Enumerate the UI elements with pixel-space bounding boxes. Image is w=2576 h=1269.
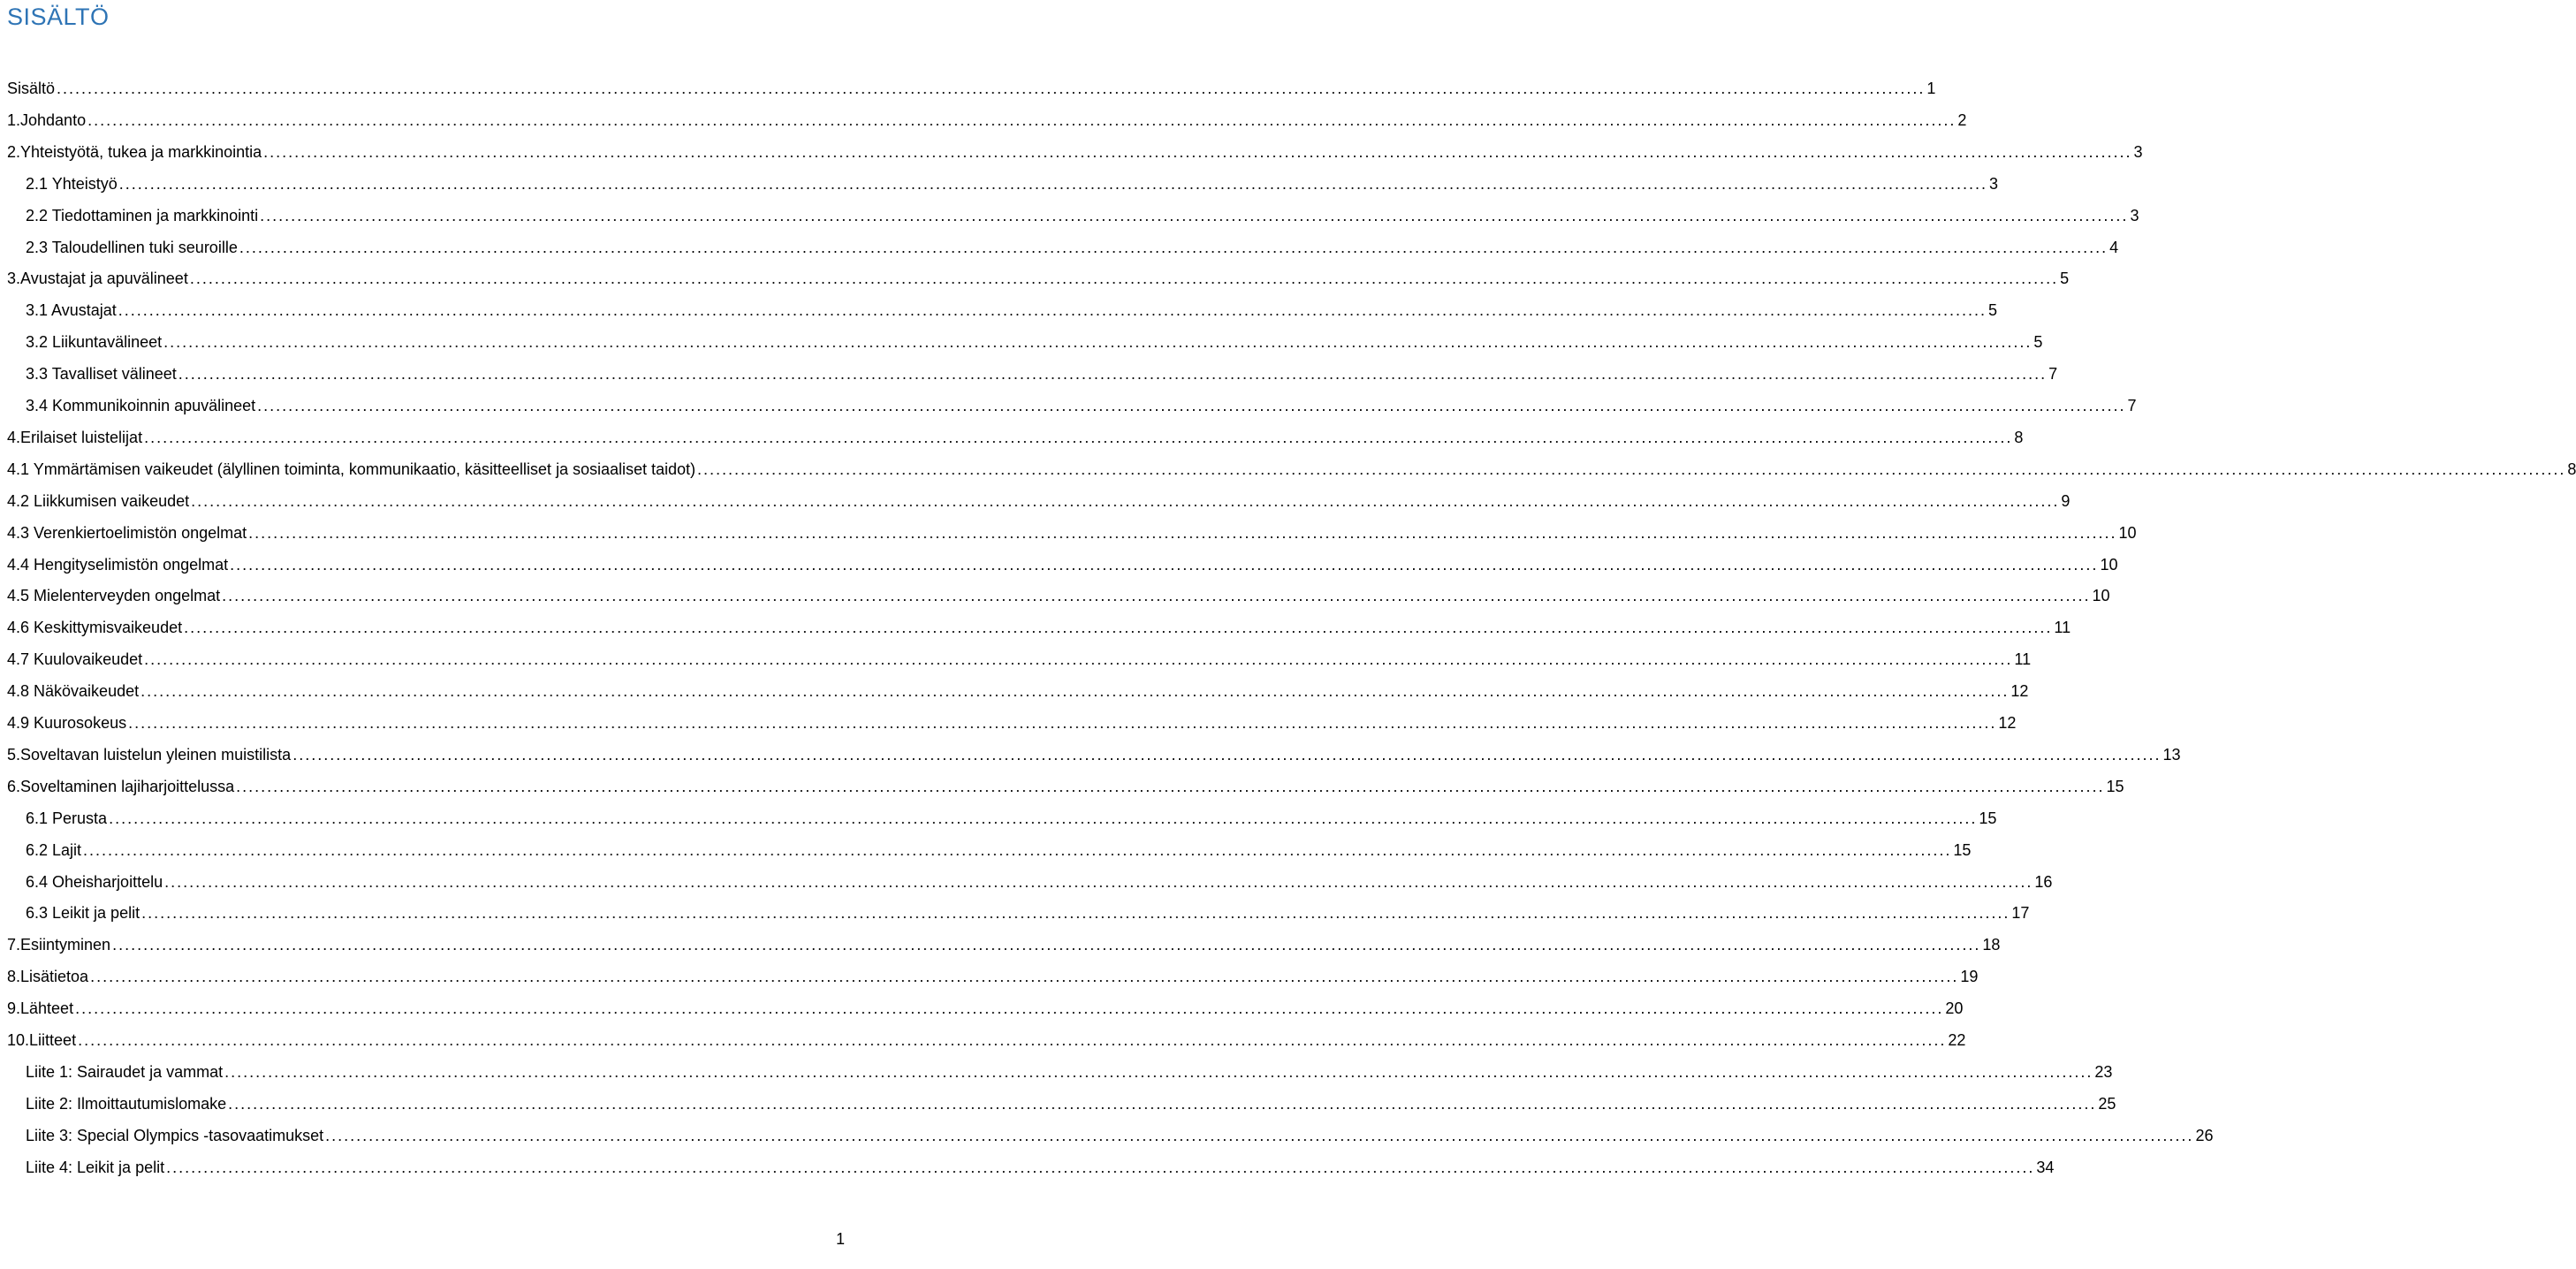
toc-entry-page: 3 [2130,206,2139,224]
toc-entry[interactable] [26,326,2043,358]
toc-entry[interactable] [26,802,1997,834]
toc-entry[interactable] [26,390,2137,422]
toc-entry[interactable] [7,1024,1966,1056]
toc-leader-dots [258,200,2128,232]
toc-entry[interactable] [7,485,2071,517]
toc-leader-dots [255,390,2125,422]
toc-leader-dots [220,580,2090,612]
toc-entry[interactable] [7,739,2181,771]
toc-entry-title: 4.9 Kuurosokeus [7,714,127,732]
toc-entry-page: 26 [2195,1126,2214,1144]
footer-page-number: 1 [835,1230,845,1248]
toc-leader-dots [291,739,2161,771]
toc-entry-page: 25 [2098,1094,2116,1113]
toc-entry-title: 2.3 Taloudellinen tuki seuroille [26,238,238,256]
toc-entry-title: Lisätietoa [20,968,89,986]
toc-leader-dots [164,1151,2034,1183]
toc-leader-dots [142,643,2012,675]
toc-leader-dots [126,707,1996,739]
toc-entry-title: Liite 3: Special Olympics -tasovaatimukset [26,1126,324,1144]
toc-entry-number: 1. [7,110,21,129]
toc-entry-number: 8. [7,968,21,986]
toc-entry-title: 3.1 Avustajat [26,301,117,320]
toc-leader-dots [117,294,1987,326]
toc-entry-title: 3.2 Liikuntavälineet [26,333,163,352]
toc-entry-page: 5 [2033,333,2043,352]
toc-entry[interactable] [7,612,2071,643]
toc-leader-dots [238,232,2108,263]
toc-entry-page: 22 [1948,1031,1966,1049]
toc-entry-number: 10. [7,1031,30,1049]
toc-entry-page: 2 [1957,110,1967,129]
toc-leader-dots [110,929,1980,961]
toc-entry-number: 9. [7,999,21,1018]
toc-leader-dots [226,1088,2096,1120]
toc-entry-title: Liite 1: Sairaudet ja vammat [26,1062,224,1081]
toc-entry[interactable] [7,929,2001,961]
toc-entry-number: 2. [7,142,21,161]
toc-entry-page: 16 [2034,872,2053,891]
toc-entry[interactable] [7,104,1967,136]
toc-entry-page: 11 [2014,650,2032,669]
toc-entry-title: 6.3 Leikit ja pelit [26,904,141,923]
toc-leader-dots [55,72,1925,104]
toc-entry-title: 4.5 Mielenterveyden ongelmat [7,587,221,605]
toc-entry-page: 15 [1953,840,1972,859]
toc-leader-dots [163,866,2033,898]
toc-entry-page: 5 [1988,301,1998,320]
toc-entry-page: 12 [2010,682,2029,701]
toc-entry-title: Soveltaminen lajiharjoittelussa [20,777,235,795]
toc-entry-number: 7. [7,936,21,954]
toc-entry-title: 4.1 Ymmärtämisen vaikeudet (älyllinen toiminta, kommunikaatio, käsitteelliset ja sosiaaliset taidot) [7,460,696,478]
toc-entry-title: 6.1 Perusta [26,809,108,827]
toc-entry-page: 5 [2060,270,2070,288]
toc-entry-title: Avustajat ja apuvälineet [20,270,188,288]
toc-entry-title: Lähteet [20,999,74,1018]
toc-entry-contents[interactable] [7,72,1936,104]
toc-leader-dots [81,834,1951,866]
toc-entry-page: 7 [2048,365,2058,384]
toc-leader-dots [223,1056,2093,1088]
toc-entry-number: 6. [7,777,21,795]
toc-entry[interactable] [7,136,2143,168]
toc-entry-title: 2.2 Tiedottaminen ja markkinointi [26,206,259,224]
toc-entry-page: 7 [2127,397,2137,414]
toc-entry[interactable] [26,1120,2214,1151]
toc-leader-dots [118,168,1987,200]
toc-leader-dots [247,517,2116,549]
toc-entry-title: Sisältö [7,80,56,97]
toc-entry-title: 4.6 Keskittymisvaikeudet [7,619,183,637]
toc-entry[interactable] [26,294,1998,326]
toc-entry-page: 15 [2106,777,2124,795]
toc-entry-page: 34 [2036,1158,2055,1176]
page-title: SISÄLTÖ [7,4,110,30]
toc-leader-dots [139,675,2009,707]
toc-entry-page: 8 [2014,428,2024,446]
toc-entry[interactable] [7,517,2137,549]
toc-entry-title: 6.2 Lajit [26,840,82,859]
toc-entry-title: 3.4 Kommunikoinnin apuvälineet [26,397,256,414]
toc-leader-dots [162,326,2032,358]
toc-entry[interactable] [7,262,2070,294]
toc-entry[interactable] [26,897,2030,929]
toc-leader-dots [86,104,1956,136]
toc-entry-page: 12 [1998,714,2017,732]
toc-entry-page: 10 [2100,555,2118,574]
toc-entry-page: 17 [2011,904,2030,923]
toc-entry[interactable] [7,453,2576,485]
toc-entry-page: 23 [2094,1062,2113,1081]
toc-entry-title: Soveltavan luistelun yleinen muistilista [20,745,292,764]
toc-leader-dots [323,1120,2193,1151]
toc-entry-title: 2.1 Yhteistyö [26,174,118,193]
toc-entry-number: 3. [7,270,21,288]
toc-entry[interactable] [7,580,2110,612]
toc-leader-dots [142,422,2012,453]
toc-entry[interactable] [26,232,2119,263]
toc-entry-page: 9 [2061,491,2071,510]
toc-leader-dots [182,612,2052,643]
toc-entry-title: Yhteistyötä, tukea ja markkinointia [20,142,262,161]
toc-entry-page: 11 [2054,619,2071,637]
toc-entry[interactable] [26,1088,2116,1120]
toc-entry-page: 10 [2118,523,2137,542]
toc-entry-title: 4.7 Kuulovaikeudet [7,650,143,669]
toc-entry-title: Liite 2: Ilmoittautumislomake [26,1094,227,1113]
toc-entry-title: 4.4 Hengityselimistön ongelmat [7,555,229,574]
toc-leader-dots [189,485,2059,517]
toc-entry-title: 4.8 Näkövaikeudet [7,682,140,701]
toc-entry-title: Erilaiset luistelijat [20,428,143,446]
toc-leader-dots [140,897,2010,929]
toc-entry-title: 3.3 Tavalliset välineet [26,365,177,384]
toc-entry[interactable] [26,200,2139,232]
toc-leader-dots [234,771,2104,802]
toc-entry-page: 4 [2109,238,2119,256]
toc-entry-page: 1 [1926,80,1936,97]
toc-entry-title: Johdanto [20,110,87,129]
toc-entry-page: 3 [1989,174,1999,193]
toc-leader-dots [228,549,2098,581]
toc-leader-dots [262,136,2131,168]
toc-entry[interactable] [7,992,1964,1024]
toc-entry-page: 8 [2567,460,2576,478]
toc-entry-page: 20 [1945,999,1964,1018]
toc-entry[interactable] [7,771,2124,802]
toc-entry-page: 15 [1979,809,1997,827]
toc-entry[interactable] [26,834,1972,866]
toc-entry[interactable] [26,358,2058,390]
toc-entry[interactable] [7,643,2032,675]
toc-entry-title: Liitteet [29,1031,77,1049]
toc-leader-dots [107,802,1977,834]
toc-leader-dots [88,961,1958,992]
toc-entry-page: 10 [2092,587,2110,605]
toc-entry-number: 4. [7,428,21,446]
toc-entry-number: 5. [7,745,21,764]
toc-entry-title: 4.2 Liikkumisen vaikeudet [7,491,190,510]
toc-entry[interactable] [7,961,1979,992]
toc-entry-page: 3 [2133,142,2143,161]
toc-leader-dots [76,1024,1946,1056]
toc-entry-title: Esiintyminen [20,936,111,954]
toc-entry-page: 13 [2162,745,2181,764]
toc-entry[interactable] [26,1151,2055,1183]
toc-entry[interactable] [7,707,2017,739]
toc-entry-title: Liite 4: Leikit ja pelit [26,1158,165,1176]
toc-leader-dots [695,453,2565,485]
toc-entry[interactable] [26,1056,2113,1088]
toc-entry[interactable] [7,422,2024,453]
toc-leader-dots [177,358,2047,390]
toc-entry-title: 6.4 Oheisharjoittelu [26,872,163,891]
toc-entry-page: 18 [1982,936,2001,954]
toc-entry-title: 4.3 Verenkiertoelimistön ongelmat [7,523,247,542]
toc-entry[interactable] [7,549,2118,581]
toc-entry[interactable] [26,866,2053,898]
toc-entry-page: 19 [1960,968,1979,986]
toc-entry[interactable] [7,675,2029,707]
toc-entry[interactable] [26,168,1999,200]
toc-leader-dots [73,992,1943,1024]
toc-leader-dots [188,262,2058,294]
